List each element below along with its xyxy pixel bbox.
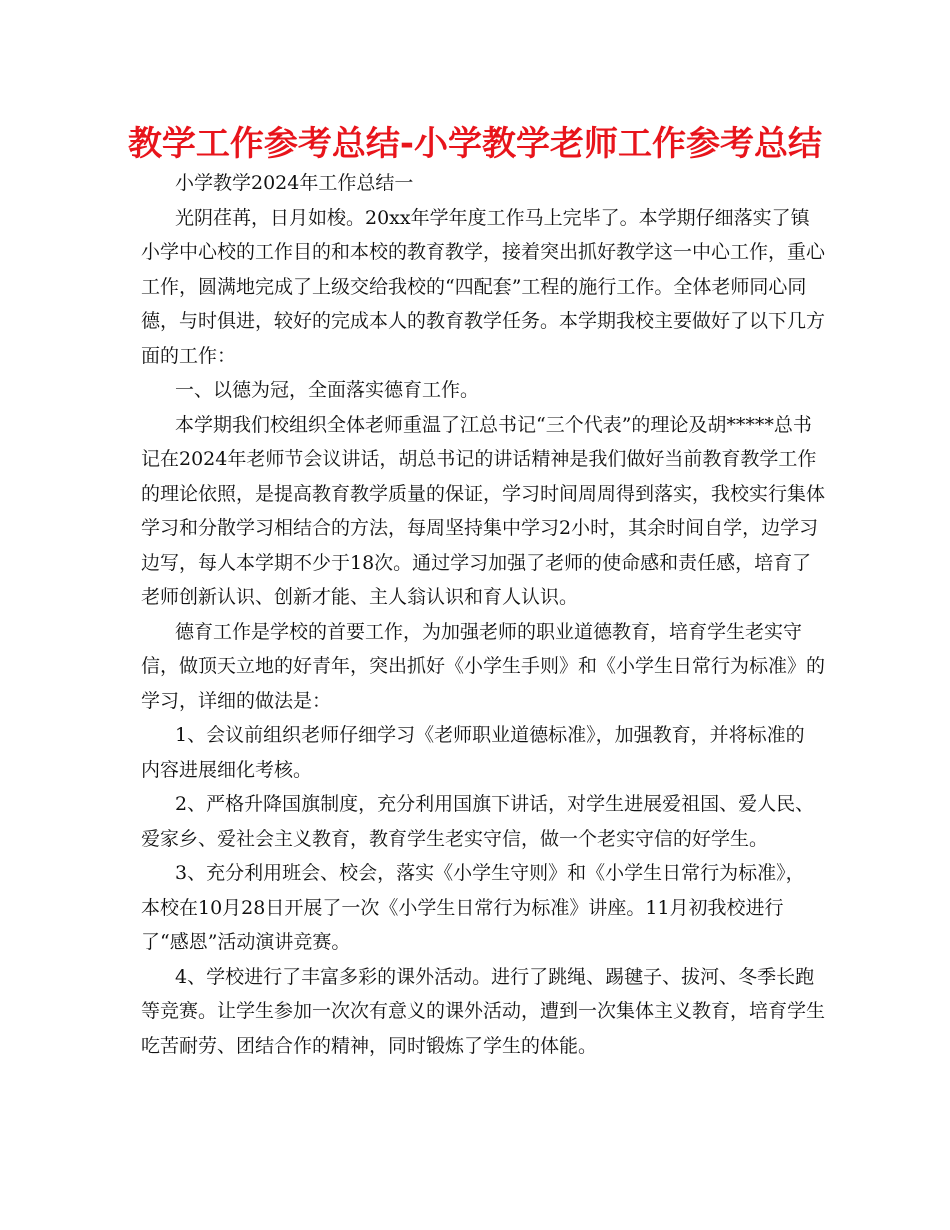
body-line: 面的工作： [141,344,237,367]
body-line: 工作，圆满地完成了上级交给我校的“四配套”工程的施行工作。全体老师同心同 [141,275,807,298]
body-line: 记在2024年老师节会议讲话，胡总书记的讲话精神是我们做好当前教育教学工作 [141,448,817,470]
body-line: 等竞赛。让学生参加一次次有意义的课外活动，遭到一次集体主义教育，培育学生 [141,1000,826,1022]
body-line: 本学期我们校组织全体老师重温了江总书记“三个代表”的理论及胡*****总书 [175,413,812,436]
body-line: 学习，详细的做法是： [141,689,332,712]
body-line: 德育工作是学校的首要工作，为加强老师的职业道德教育，培育学生老实守 [175,620,803,643]
body-line: 本校在10月28日开展了一次《小学生日常行为标准》讲座。11月初我校进行 [141,896,784,919]
body-line: 3、充分利用班会、校会，落实《小学生守则》和《小学生日常行为标准》， [175,862,805,884]
body-line: 吃苦耐劳、团结合作的精神，同时锻炼了学生的体能。 [141,1034,598,1057]
body-line: 的理论依照，是提高教育教学质量的保证，学习时间周周得到落实，我校实行集体 [141,482,826,505]
body-line: 了“感恩”活动演讲竞赛。 [141,931,351,953]
body-line: 信，做顶天立地的好青年，突出抓好《小学生手则》和《小学生日常行为标准》的 [141,655,826,677]
body-line: 学习和分散学习相结合的方法，每周坚持集中学习2小时，其余时间自学，边学习 [141,517,819,539]
body-line: 2、严格升降国旗制度，充分利用国旗下讲话，对学生进展爱祖国、爱人民、 [175,793,815,815]
body-line: 爱家乡、爱社会主义教育，教育学生老实守信，做一个老实守信的好学生。 [141,827,769,850]
body-line: 小学中心校的工作目的和本校的教育教学，接着突出抓好教学这一中心工作，重心 [141,241,826,263]
body-line: 1、会议前组织老师仔细学习《老师职业道德标准》，加强教育，并将标准的 [175,724,805,746]
document-body [141,166,826,1063]
body-line: 老师创新认识、创新才能、主人翁认识和育人认识。 [141,586,579,608]
body-line: 光阴荏苒，日月如梭。20xx年学年度工作马上完毕了。本学期仔细落实了镇 [175,206,810,229]
body-line: 内容进展细化考核。 [141,758,313,781]
body-line: 小学教学2024年工作总结一 [175,172,414,194]
body-line: 边写，每人本学期不少于18次。通过学习加强了老师的使命感和责任感，培育了 [141,551,812,574]
body-line: 4、学校进行了丰富多彩的课外活动。进行了跳绳、踢毽子、拔河、冬季长跑 [175,965,815,988]
document-title: 教学工作参考总结-小学教学老师工作参考总结 [127,124,823,164]
body-line: 德，与时俱进，较好的完成本人的教育教学任务。本学期我校主要做好了以下几方 [141,310,826,332]
body-line: 一、以德为冠，全面落实德育工作。 [175,379,480,401]
